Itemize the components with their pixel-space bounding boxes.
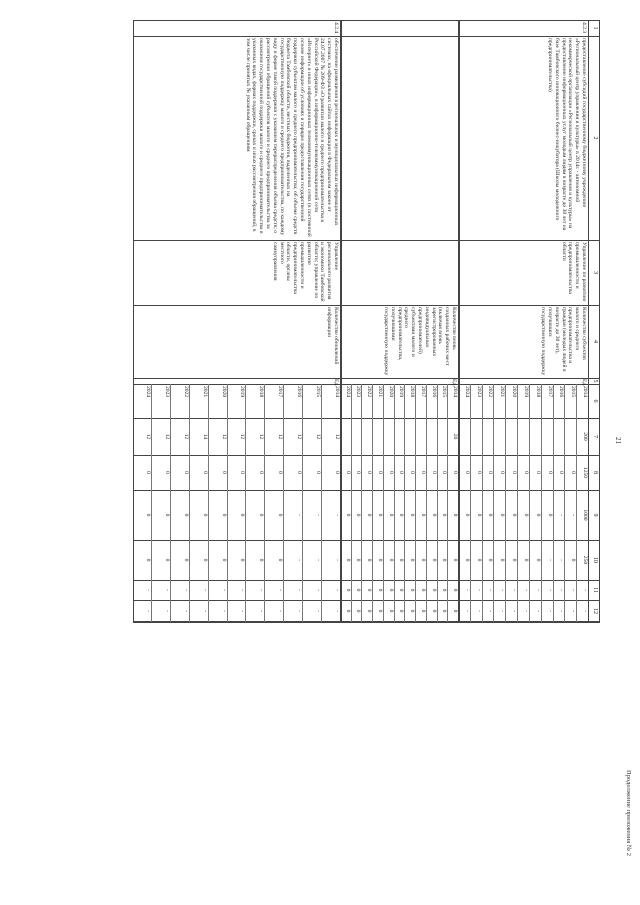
- value-cell: 0: [376, 558, 383, 562]
- value-cell: 0: [546, 513, 553, 517]
- value-cell: 0: [409, 558, 416, 562]
- value-cell: -: [499, 610, 506, 612]
- value-cell: 0: [344, 558, 351, 562]
- value-cell: -: [534, 610, 541, 612]
- value-cell: 0: [239, 558, 246, 562]
- year-divider: [372, 384, 373, 622]
- value-cell: 0: [144, 513, 151, 517]
- row-number: 4.2.3: [581, 22, 587, 34]
- value-cell: -: [546, 589, 553, 591]
- year-label: 2016: [558, 386, 565, 398]
- year-label: 2023: [475, 386, 482, 398]
- year-divider: [189, 384, 190, 622]
- value-cell: 200: [582, 432, 588, 441]
- value-cell: 0: [441, 588, 448, 592]
- value-cell: 0: [182, 471, 189, 474]
- year-divider: [529, 384, 530, 622]
- value-cell: -: [163, 589, 170, 591]
- value-cell: 0: [409, 609, 416, 613]
- year-divider: [404, 384, 405, 622]
- value-cell: 12: [258, 433, 265, 440]
- value-cell: 250: [582, 555, 588, 565]
- value-cell: 0: [355, 588, 362, 592]
- value-cell: -: [277, 589, 284, 591]
- value-cell: -: [163, 610, 170, 612]
- value-cell: 20: [452, 433, 458, 440]
- year-divider: [208, 384, 209, 622]
- value-cell: -: [475, 610, 482, 612]
- year-label: 2023: [163, 386, 170, 398]
- value-cell: -: [144, 589, 151, 591]
- year-label: 2018: [534, 386, 541, 398]
- value-cell: 0: [258, 513, 265, 517]
- value-cell: 0: [463, 513, 470, 517]
- value-cell: 0: [258, 471, 265, 474]
- value-cell: 0: [475, 558, 482, 562]
- value-cell: 0: [258, 558, 265, 562]
- value-cell: -: [239, 610, 246, 612]
- year-label: 2021: [376, 386, 383, 398]
- value-cell: -: [487, 610, 494, 612]
- value-cell: -: [499, 589, 506, 591]
- value-cell: 0: [409, 513, 416, 517]
- measure-text: обеспечение размещения в региональных и муниципальных информационных системах, на официальных сайтах информации в Федеральном законе от 24.07.2007 № 209-ФЗ «О развитии малого и среднего предпринимательства в Российской Федерации», в информационно-телекоммуникационной сети «Интернет» и иных информационных телекоммуникационных сетях (в постоянной основе информации об условиях и порядке предоставления государственной поддержки субъектам малого и среднего предпринимательства; об объеме средств бюджета Тамбовской области, местных бюджетов, выделенных на государственную поддержку малого и среднего предпринимательства, по каждому виду и форме такой поддержки с указанием перераспределения объема средств; о рассмотрении обращений субъектов малого и среднего предпринимательства за оказанием государственной поддержки малого и среднего предпринимательства в указанных видах, формах поддержки, сроках и иных рассмотрения обращений, в том числе принятых № указанным обращениям: [244, 38, 339, 237]
- value-cell: 12: [163, 433, 170, 440]
- column-number: 9: [592, 513, 598, 517]
- year-divider: [264, 384, 265, 622]
- value-cell: 0: [344, 588, 351, 592]
- value-cell: 0: [487, 471, 494, 474]
- value-cell: 0: [475, 471, 482, 474]
- year-label: 2019: [522, 386, 529, 398]
- year-label: 2014: [452, 386, 458, 398]
- value-cell: -: [334, 559, 340, 561]
- year-divider: [321, 384, 322, 622]
- value-cell: -: [463, 589, 470, 591]
- value-cell: 0: [315, 471, 322, 474]
- value-cell: 0: [463, 471, 470, 474]
- value-cell: 0: [409, 588, 416, 592]
- year-divider: [361, 384, 362, 622]
- value-cell: 0: [220, 513, 227, 517]
- year-divider: [302, 384, 303, 622]
- value-cell: -: [511, 610, 518, 612]
- row-number: 4.2.4: [333, 22, 339, 34]
- value-cell: 0: [419, 609, 426, 613]
- value-cell: 0: [398, 471, 405, 474]
- value-cell: 12: [182, 433, 189, 440]
- year-divider: [493, 384, 494, 622]
- value-cell: -: [182, 610, 189, 612]
- value-cell: 0: [398, 513, 405, 517]
- value-cell: 0: [441, 471, 448, 474]
- year-label: 2018: [409, 386, 416, 398]
- value-cell: 0: [387, 471, 394, 474]
- year-divider: [482, 384, 483, 622]
- column-number: 10: [592, 557, 598, 563]
- year-label: 2024: [144, 386, 151, 398]
- year-divider: [505, 384, 506, 622]
- value-cell: 0: [499, 471, 506, 474]
- value-cell: 0: [144, 558, 151, 562]
- year-label: 2021: [499, 386, 506, 398]
- value-cell: 0: [366, 588, 373, 592]
- column-number: 6: [592, 399, 598, 403]
- column-number: 7: [592, 435, 598, 438]
- value-cell: -: [558, 514, 565, 516]
- year-label: 2024: [344, 386, 351, 398]
- value-cell: 12: [239, 433, 246, 440]
- unit-text: Ед.: [333, 379, 339, 387]
- value-cell: 0: [355, 558, 362, 562]
- value-cell: 0: [387, 513, 394, 517]
- value-cell: 0: [499, 513, 506, 517]
- executor-text: Управление по развитию промышленности и предпринимательства области: [560, 242, 587, 302]
- indicator-text: Количество вновь созданных рабочих мест (включая вновь зарегистрированных индивидуальных предпринимателей) субъектами малого и среднего предпринимательства, получившими государственную поддержку: [383, 307, 457, 376]
- value-cell: -: [258, 589, 265, 591]
- value-cell: 0: [452, 558, 458, 562]
- value-cell: 12: [144, 433, 151, 440]
- value-cell: 0: [144, 471, 151, 474]
- value-cell: -: [220, 610, 227, 612]
- value-cell: 12: [296, 433, 303, 440]
- year-divider: [470, 384, 471, 622]
- value-cell: 0: [430, 609, 437, 613]
- year-label: 2016: [430, 386, 437, 398]
- value-cell: 12: [315, 433, 322, 440]
- column-number: 2: [592, 136, 598, 140]
- value-cell: -: [201, 610, 208, 612]
- value-cell: 0: [201, 471, 208, 474]
- year-label: 2019: [239, 386, 246, 398]
- value-cell: -: [296, 610, 303, 612]
- value-cell: 0: [452, 609, 458, 613]
- value-cell: -: [546, 559, 553, 561]
- year-divider: [227, 384, 228, 622]
- value-cell: 0: [182, 558, 189, 562]
- value-cell: 14: [201, 433, 208, 440]
- value-cell: 0: [398, 588, 405, 592]
- year-divider: [517, 384, 518, 622]
- year-divider: [151, 384, 152, 622]
- value-cell: 0: [419, 588, 426, 592]
- value-cell: 0: [163, 471, 170, 474]
- column-number: 1: [592, 26, 598, 30]
- value-cell: 0: [452, 513, 458, 517]
- value-cell: 0: [387, 558, 394, 562]
- value-cell: 0: [522, 513, 529, 517]
- value-cell: -: [475, 589, 482, 591]
- value-cell: -: [296, 514, 303, 516]
- value-cell: 0: [522, 471, 529, 474]
- value-cell: 12: [277, 433, 284, 440]
- year-label: 2022: [182, 386, 189, 398]
- year-divider: [351, 384, 352, 622]
- value-cell: 0: [239, 513, 246, 517]
- year-label: 2017: [546, 386, 553, 398]
- year-divider: [541, 384, 542, 622]
- year-label: 2018: [258, 386, 265, 398]
- value-cell: 0: [376, 588, 383, 592]
- value-cell: 0: [366, 609, 373, 613]
- year-divider: [170, 384, 171, 622]
- value-cell: 12: [334, 433, 340, 440]
- value-cell: 0: [398, 558, 405, 562]
- value-cell: 0: [430, 558, 437, 562]
- value-cell: 12: [220, 433, 227, 440]
- value-cell: 1000: [582, 509, 588, 521]
- value-cell: 0: [534, 513, 541, 517]
- column-number: 3: [592, 271, 598, 274]
- value-cell: -: [277, 610, 284, 612]
- year-divider: [383, 384, 384, 622]
- value-cell: -: [582, 610, 588, 612]
- year-divider: [283, 384, 284, 622]
- value-cell: 0: [475, 513, 482, 517]
- value-cell: -: [463, 610, 470, 612]
- value-cell: 0: [419, 513, 426, 517]
- value-cell: -: [487, 589, 494, 591]
- year-label: 2021: [201, 386, 208, 398]
- value-cell: 0: [355, 609, 362, 613]
- value-cell: -: [558, 559, 565, 561]
- value-cell: 0: [239, 471, 246, 474]
- value-cell: -: [570, 589, 577, 591]
- year-label: 2015: [315, 386, 322, 398]
- value-cell: 0: [499, 558, 506, 562]
- indicator-text: Количество субъектов малого и среднего предпринимательства и граждан (молодых людей в возрасте до 30 лет), получивших государственную поддержку: [540, 307, 587, 376]
- value-cell: 0: [441, 513, 448, 517]
- value-cell: -: [315, 514, 322, 516]
- value-cell: -: [334, 514, 340, 516]
- value-cell: 0: [511, 558, 518, 562]
- column-number: 11: [592, 587, 598, 593]
- year-label: 2015: [570, 386, 577, 398]
- column-number: 12: [592, 608, 598, 614]
- value-cell: 0: [376, 513, 383, 517]
- value-cell: -: [570, 514, 577, 516]
- value-cell: 0: [334, 471, 340, 474]
- year-label: 2019: [398, 386, 405, 398]
- value-cell: -: [315, 610, 322, 612]
- value-cell: 0: [355, 471, 362, 474]
- value-cell: -: [296, 589, 303, 591]
- page-label: Продолжение приложения № 2: [625, 770, 632, 856]
- value-cell: 0: [570, 471, 577, 474]
- value-cell: 0: [163, 558, 170, 562]
- year-divider: [437, 384, 438, 622]
- value-cell: 1250: [582, 466, 588, 479]
- year-divider: [426, 384, 427, 622]
- year-divider: [576, 384, 577, 622]
- value-cell: -: [315, 589, 322, 591]
- value-cell: 0: [398, 609, 405, 613]
- value-cell: 0: [344, 609, 351, 613]
- value-cell: 0: [430, 471, 437, 474]
- value-cell: 0: [182, 513, 189, 517]
- value-cell: 0: [522, 558, 529, 562]
- unit-text: Ед.: [451, 379, 457, 387]
- year-label: 2020: [220, 386, 227, 398]
- year-label: 2015: [441, 386, 448, 398]
- value-cell: 0: [487, 558, 494, 562]
- column-number: 8: [592, 471, 598, 474]
- value-cell: -: [534, 589, 541, 591]
- year-label: 2016: [296, 386, 303, 398]
- value-cell: -: [296, 559, 303, 561]
- value-cell: 0: [277, 558, 284, 562]
- year-label: 2017: [277, 386, 284, 398]
- value-cell: 0: [277, 471, 284, 474]
- value-cell: 0: [534, 558, 541, 562]
- year-label: 2024: [463, 386, 470, 398]
- year-divider: [394, 384, 395, 622]
- value-cell: -: [558, 610, 565, 612]
- year-label: 2017: [419, 386, 426, 398]
- year-divider: [564, 384, 565, 622]
- value-cell: 0: [201, 558, 208, 562]
- value-cell: 0: [441, 558, 448, 562]
- unit-text: Ед.: [581, 379, 587, 387]
- value-cell: 0: [344, 471, 351, 474]
- value-cell: 0: [511, 471, 518, 474]
- column-number: 4: [592, 340, 598, 343]
- value-cell: 0: [220, 558, 227, 562]
- year-label: 2014: [582, 386, 588, 398]
- value-cell: 0: [534, 471, 541, 474]
- value-cell: -: [315, 559, 322, 561]
- value-cell: 0: [366, 558, 373, 562]
- year-label: 2014: [334, 386, 340, 398]
- value-cell: -: [546, 610, 553, 612]
- column-divider: [133, 622, 600, 623]
- value-cell: 0: [546, 471, 553, 474]
- value-cell: -: [582, 589, 588, 591]
- value-cell: 0: [409, 471, 416, 474]
- value-cell: 0: [452, 471, 458, 474]
- indicator-text: Количество обновлений информации: [326, 307, 339, 365]
- value-cell: -: [201, 589, 208, 591]
- value-cell: -: [511, 589, 518, 591]
- value-cell: 0: [419, 471, 426, 474]
- value-cell: 0: [376, 471, 383, 474]
- value-cell: 0: [511, 513, 518, 517]
- value-cell: 0: [366, 513, 373, 517]
- value-cell: 0: [296, 471, 303, 474]
- year-divider: [415, 384, 416, 622]
- value-cell: 0: [277, 513, 284, 517]
- value-cell: 0: [355, 513, 362, 517]
- value-cell: 0: [430, 588, 437, 592]
- year-label: 2020: [511, 386, 518, 398]
- value-cell: 0: [201, 513, 208, 517]
- value-cell: 0: [387, 588, 394, 592]
- value-cell: 0: [487, 513, 494, 517]
- value-cell: -: [570, 610, 577, 612]
- value-cell: -: [220, 589, 227, 591]
- value-cell: -: [258, 610, 265, 612]
- value-cell: 0: [419, 558, 426, 562]
- year-divider: [553, 384, 554, 622]
- value-cell: 0: [344, 513, 351, 517]
- value-cell: -: [334, 610, 340, 612]
- value-cell: -: [522, 610, 529, 612]
- value-cell: -: [558, 589, 565, 591]
- measure-text: предоставление субсидий государственному бюджетному учреждению «Региональный центр управления и культуры» в 2014г. - автономной некоммерческой организации «Региональный центр управления и культуры» на предоставление информационных услуг молодым людям в возрасте до 30 лет на базе Тамбовского инновационного бизнес-инкубатора (Школы молодежного предпринимательства): [547, 38, 587, 231]
- year-divider: [447, 384, 448, 622]
- value-cell: 0: [463, 558, 470, 562]
- year-label: 2022: [487, 386, 494, 398]
- value-cell: 0: [220, 471, 227, 474]
- value-cell: -: [144, 610, 151, 612]
- year-divider: [245, 384, 246, 622]
- value-cell: 0: [570, 558, 577, 562]
- value-cell: -: [334, 589, 340, 591]
- executor-text: Управление регионального развития и экономики Тамбовской области; управление по развитию промышленности и предпринимательства области, органы местного самоуправления: [271, 242, 339, 302]
- column-number: 5: [592, 379, 598, 383]
- value-cell: 0: [366, 471, 373, 474]
- value-cell: 0: [387, 609, 394, 613]
- year-label: 2022: [366, 386, 373, 398]
- value-cell: -: [239, 589, 246, 591]
- page-number: 21: [614, 437, 622, 444]
- value-cell: 0: [430, 513, 437, 517]
- year-label: 2023: [355, 386, 362, 398]
- value-cell: 0: [441, 609, 448, 613]
- year-label: 2020: [387, 386, 394, 398]
- value-cell: 0: [558, 471, 565, 474]
- value-cell: 0: [376, 609, 383, 613]
- value-cell: -: [182, 589, 189, 591]
- value-cell: 0: [163, 513, 170, 517]
- value-cell: 0: [452, 588, 458, 592]
- value-cell: -: [522, 589, 529, 591]
